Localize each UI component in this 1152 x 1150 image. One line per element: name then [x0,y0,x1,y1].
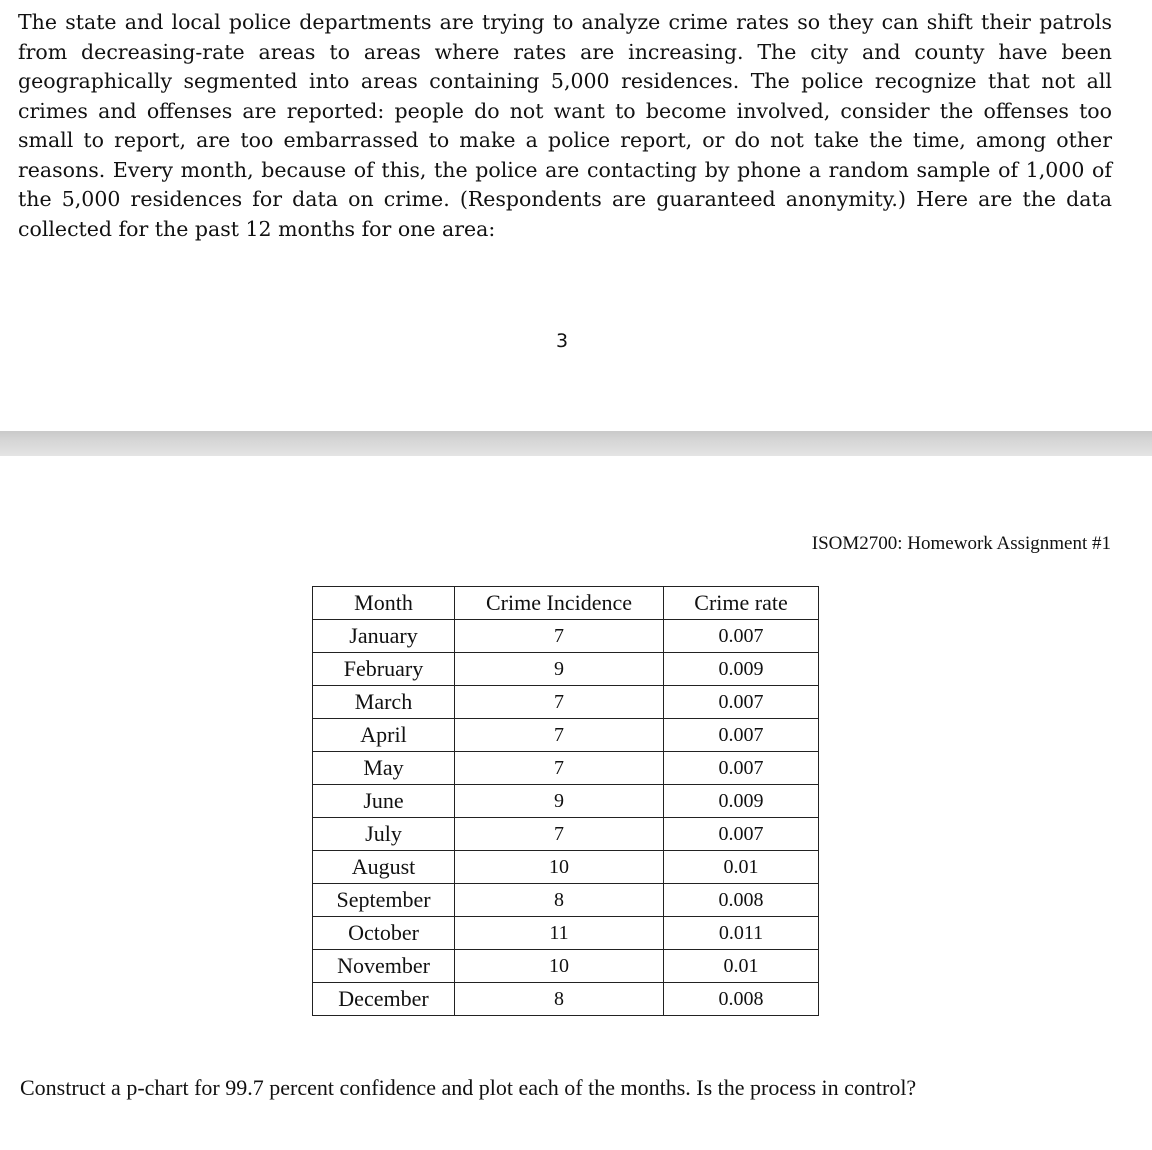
page-break-divider [0,431,1152,456]
table-header-row [313,587,819,620]
table-row [313,686,819,719]
month-cell: August [313,851,455,884]
month-cell: June [313,785,455,818]
month-cell: May [313,752,455,785]
rate-cell: 0.008 [664,884,819,917]
month-cell: July [313,818,455,851]
table-row [313,719,819,752]
rate-cell: 0.011 [664,917,819,950]
incidence-cell: 9 [455,653,664,686]
table-row [313,752,819,785]
table-row [313,818,819,851]
incidence-cell: 8 [455,884,664,917]
table-row [313,785,819,818]
rate-cell: 0.008 [664,983,819,1016]
rate-cell: 0.009 [664,785,819,818]
incidence-cell: 7 [455,620,664,653]
page-number: 3 [556,330,569,352]
month-cell: November [313,950,455,983]
table-row [313,983,819,1016]
rate-cell: 0.007 [664,818,819,851]
rate-cell: 0.007 [664,719,819,752]
month-cell: March [313,686,455,719]
rate-cell: 0.009 [664,653,819,686]
running-header: ISOM2700: Homework Assignment #1 [811,533,1111,554]
incidence-cell: 8 [455,983,664,1016]
month-cell: January [313,620,455,653]
table-row [313,851,819,884]
month-cell: February [313,653,455,686]
rate-cell: 0.007 [664,686,819,719]
table-row [313,620,819,653]
crime-data-table [312,586,819,1016]
table-row [313,950,819,983]
month-cell: September [313,884,455,917]
rate-cell: 0.007 [664,752,819,785]
month-cell: April [313,719,455,752]
rate-cell: 0.007 [664,620,819,653]
incidence-cell: 10 [455,950,664,983]
rate-cell: 0.01 [664,851,819,884]
month-cell: October [313,917,455,950]
incidence-cell: 11 [455,917,664,950]
rate-cell: 0.01 [664,950,819,983]
header-crime-rate: Crime rate [664,587,819,620]
assignment-question: Construct a p-chart for 99.7 percent confidence and plot each of the months. Is the process in control? [20,1075,917,1100]
incidence-cell: 7 [455,686,664,719]
table-row [313,653,819,686]
problem-description: The state and local police departments are trying to analyze crime rates so they can shift their patrols from decreasing-rate areas to areas where rates are increasing. The city and county have been geographically segmented into areas containing 5,000 residences. The police recognize that not all crimes and offenses are reported: people do not want to become involved, consider the offenses too small to report, are too embarrassed to make a police report, or do not take the time, among other reasons. Every month, because of this, the police are contacting by phone a random sample of 1,000 of the 5,000 residences for data on crime. (Respondents are guaranteed anonymity.) Here are the data collected for the past 12 months for one area: [18,10,1112,241]
incidence-cell: 7 [455,719,664,752]
header-month: Month [313,587,455,620]
table-row [313,884,819,917]
incidence-cell: 9 [455,785,664,818]
header-crime-incidence: Crime Incidence [455,587,664,620]
month-cell: December [313,983,455,1016]
incidence-cell: 7 [455,752,664,785]
incidence-cell: 7 [455,818,664,851]
table-row [313,917,819,950]
incidence-cell: 10 [455,851,664,884]
